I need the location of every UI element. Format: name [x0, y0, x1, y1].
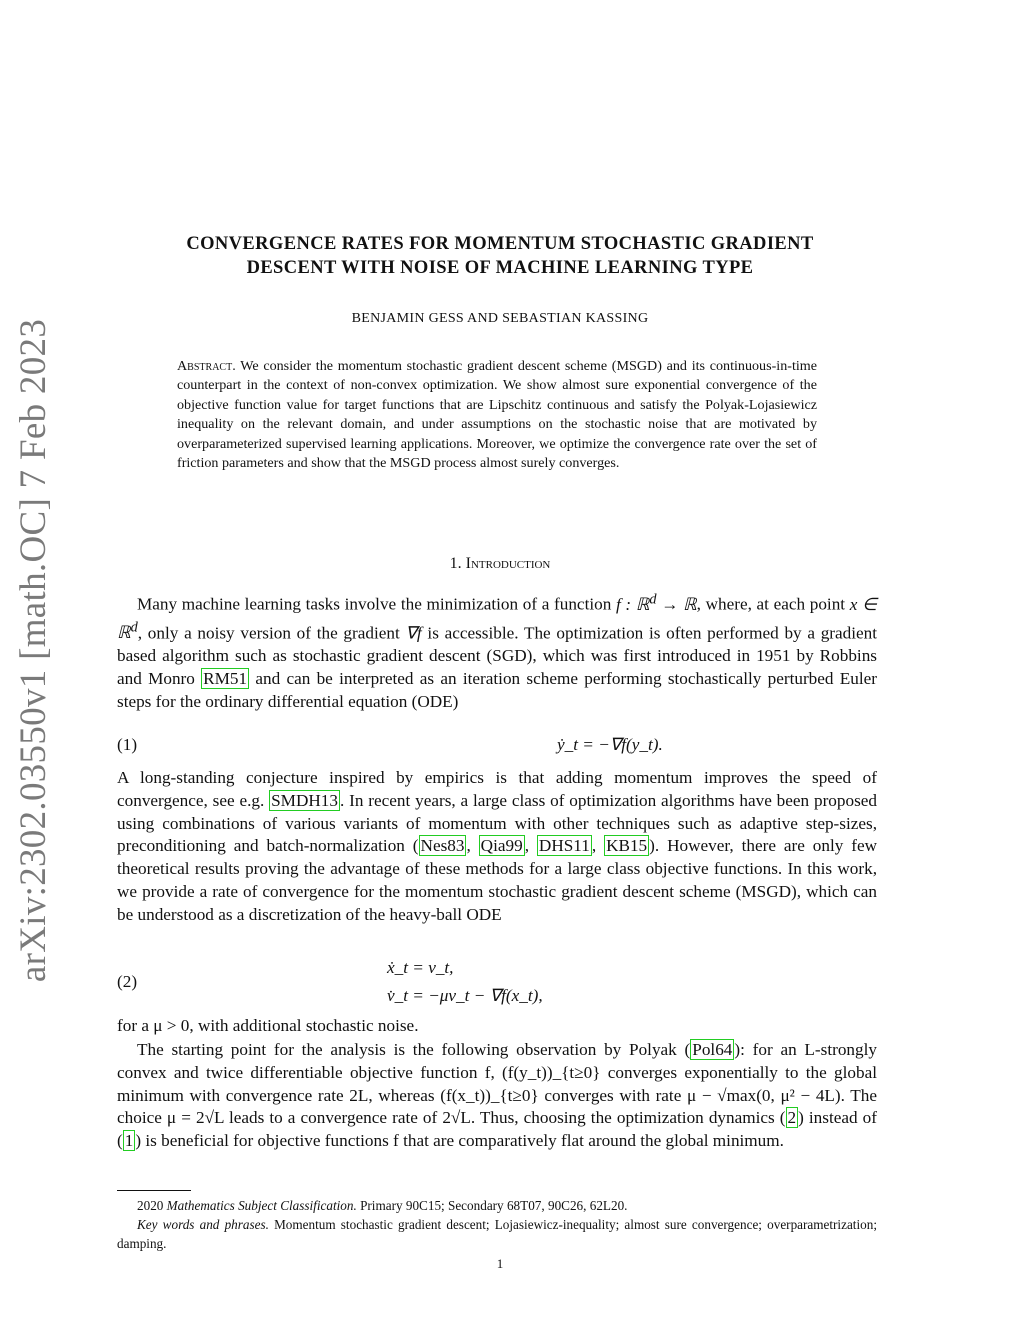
text-run: , where, at each point — [696, 594, 850, 614]
abstract — [177, 357, 817, 473]
intro-paragraph-2: A long-standing conjecture inspired by empirics is that adding momentum improves the speed of convergence, see e.g. SMDH13 . In recent years, a large class of optimization algorithms have been proposed using combinations of various variants of momentum with other techniques such as adaptive step-sizes, preconditioning and batch-normalization ( Nes83 , Qia99 , DHS11 , KB15 ). However, there are only few theoretical results proving the advantage of these methods for a large class objective functions. In this work, we provide a rate of convergence for the momentum stochastic gradient descent scheme (MSGD), which can be understood as a discretization of the heavy-ball ODE — [117, 768, 878, 924]
footnote-label: Key words and phrases. — [137, 1217, 269, 1232]
footnotes — [117, 1196, 877, 1253]
math-sup: d — [649, 591, 657, 607]
text-run: ): for an L-strongly convex and twice differentiable objective function f, (f(y_t))_{t≥0} converges exponentially to the global minimum with convergence rate 2L, whereas (f(x_t))_{t≥0} converges with rate μ − √max(0, μ² − 4L). The choice μ = 2√L leads to a convergence rate of 2√L. Thus, choosing the optimization dynamics ( — [117, 1040, 877, 1128]
intro-paragraph-1 — [117, 588, 877, 713]
footnote-text: Primary 90C15; Secondary 68T07, 90C26, 62L20. — [356, 1198, 628, 1213]
footnote-text: 2020 — [137, 1198, 167, 1213]
text-run: A long-standing conjecture inspired by empirics is that adding momentum improves the speed of convergence, see e.g. — [117, 768, 877, 810]
math-gradient: ∇f — [405, 623, 422, 643]
equation-number: (1) — [117, 735, 138, 754]
text-run: ) instead of ( — [117, 1108, 877, 1151]
equation-ref-link[interactable]: 1 — [124, 1131, 134, 1151]
text-run: and can be interpreted as an iteration scheme performing stochastically perturbed Euler steps for the ordinary differential equation (ODE) — [117, 668, 877, 711]
math-run: → ℝ — [656, 594, 697, 614]
footnote-divider — [117, 1190, 191, 1191]
text-run: , only a noisy version of the gradient — [137, 623, 406, 643]
footnote-label: Mathematics Subject Classification. — [166, 1198, 357, 1213]
footnote-keywords — [117, 1215, 877, 1253]
text-run: ) is beneficial for objective functions f that are comparatively flat around the global minimum. — [135, 1131, 784, 1151]
math-fn — [615, 591, 697, 614]
citation-link[interactable]: Qia99 — [480, 836, 523, 856]
arxiv-stamp-text: arXiv:2302.03550v1 [math.OC] 7 Feb 2023 — [13, 318, 55, 982]
intro-paragraph-4 — [117, 1039, 877, 1153]
equation-line-1: ẋ_t = v_t, — [387, 958, 454, 977]
section-number: 1. — [449, 555, 462, 572]
citation-link[interactable]: Nes83 — [420, 836, 465, 856]
abstract-label: Abstract. — [177, 358, 236, 374]
text-run: Many machine learning tasks involve the minimization of a function — [137, 594, 616, 614]
math-run: f : ℝ — [615, 594, 650, 614]
footnote-text: Momentum stochastic gradient descent; Lojasiewicz-inequality; almost sure convergence; overparametrization; damping. — [117, 1217, 877, 1251]
footnote-msc — [117, 1196, 877, 1215]
equation-2 — [117, 958, 877, 1008]
citation-link[interactable]: KB15 — [606, 836, 648, 856]
abstract-text: We consider the momentum stochastic gradient descent scheme (MSGD) and its continuous-in-time counterpart in the context of non-convex optimization. We show almost sure exponential convergence of the objective function value for target functions that are Lipschitz continuous and satisfy the Polyak-Lojasiewicz inequality on the relevant domain, and under assumptions on the stochastic noise that are motivated by overparameterized supervised learning applications. Moreover, we optimize the convergence rate over the set of friction parameters and show that the MSGD process almost surely converges. — [177, 358, 817, 472]
text-run: ). However, there are only few theoretical results proving the advantage of these methods for a large class objective functions. In this work, we provide a rate of convergence for the momentum stochastic gradient descent scheme (MSGD), which can be understood as a discretization of the heavy-ball ODE — [117, 836, 878, 924]
math-sup: d — [130, 619, 138, 636]
citation-link[interactable]: SMDH13 — [271, 790, 338, 810]
intro-paragraph-3: for a μ > 0, with additional stochastic noise. — [117, 1016, 419, 1035]
equation-expression: ẏ_t = −∇f(y_t). — [557, 735, 663, 754]
text-run: . In recent years, a large class of optimization algorithms have been proposed using combinations of various variants of momentum with other techniques such as adaptive step-sizes, preconditioning and batch-normalization ( — [117, 790, 877, 856]
text-run: The starting point for the analysis is the following observation by Polyak ( — [137, 1040, 691, 1059]
section-heading — [120, 555, 880, 573]
section-title: Introduction — [465, 555, 551, 572]
citation-link[interactable]: DHS11 — [538, 836, 590, 856]
equation-ref-link[interactable]: 2 — [787, 1108, 797, 1128]
equation-number: (2) — [117, 972, 138, 991]
title-line-2: DESCENT WITH NOISE OF MACHINE LEARNING TYPE — [246, 258, 754, 278]
paper-title — [120, 232, 880, 280]
authors: BENJAMIN GESS AND SEBASTIAN KASSING — [351, 311, 649, 326]
text-run: is accessible. The optimization is often performed by a gradient based algorithm such as stochastic gradient descent (SGD), which was first introduced in 1951 by Robbins and Monro — [117, 623, 878, 688]
title-line-1: CONVERGENCE RATES FOR MOMENTUM STOCHASTIC GRADIENT — [186, 234, 814, 254]
equation-line-2: v̇_t = −μv_t − ∇f(x_t), — [387, 986, 543, 1005]
citation-link[interactable]: RM51 — [203, 668, 248, 688]
page-number: 1 — [496, 1256, 504, 1271]
math-run: x ∈ ℝ — [117, 594, 877, 643]
equation-1 — [117, 735, 877, 759]
citation-link[interactable]: Pol64 — [692, 1040, 733, 1059]
arxiv-stamp — [2, 318, 66, 982]
